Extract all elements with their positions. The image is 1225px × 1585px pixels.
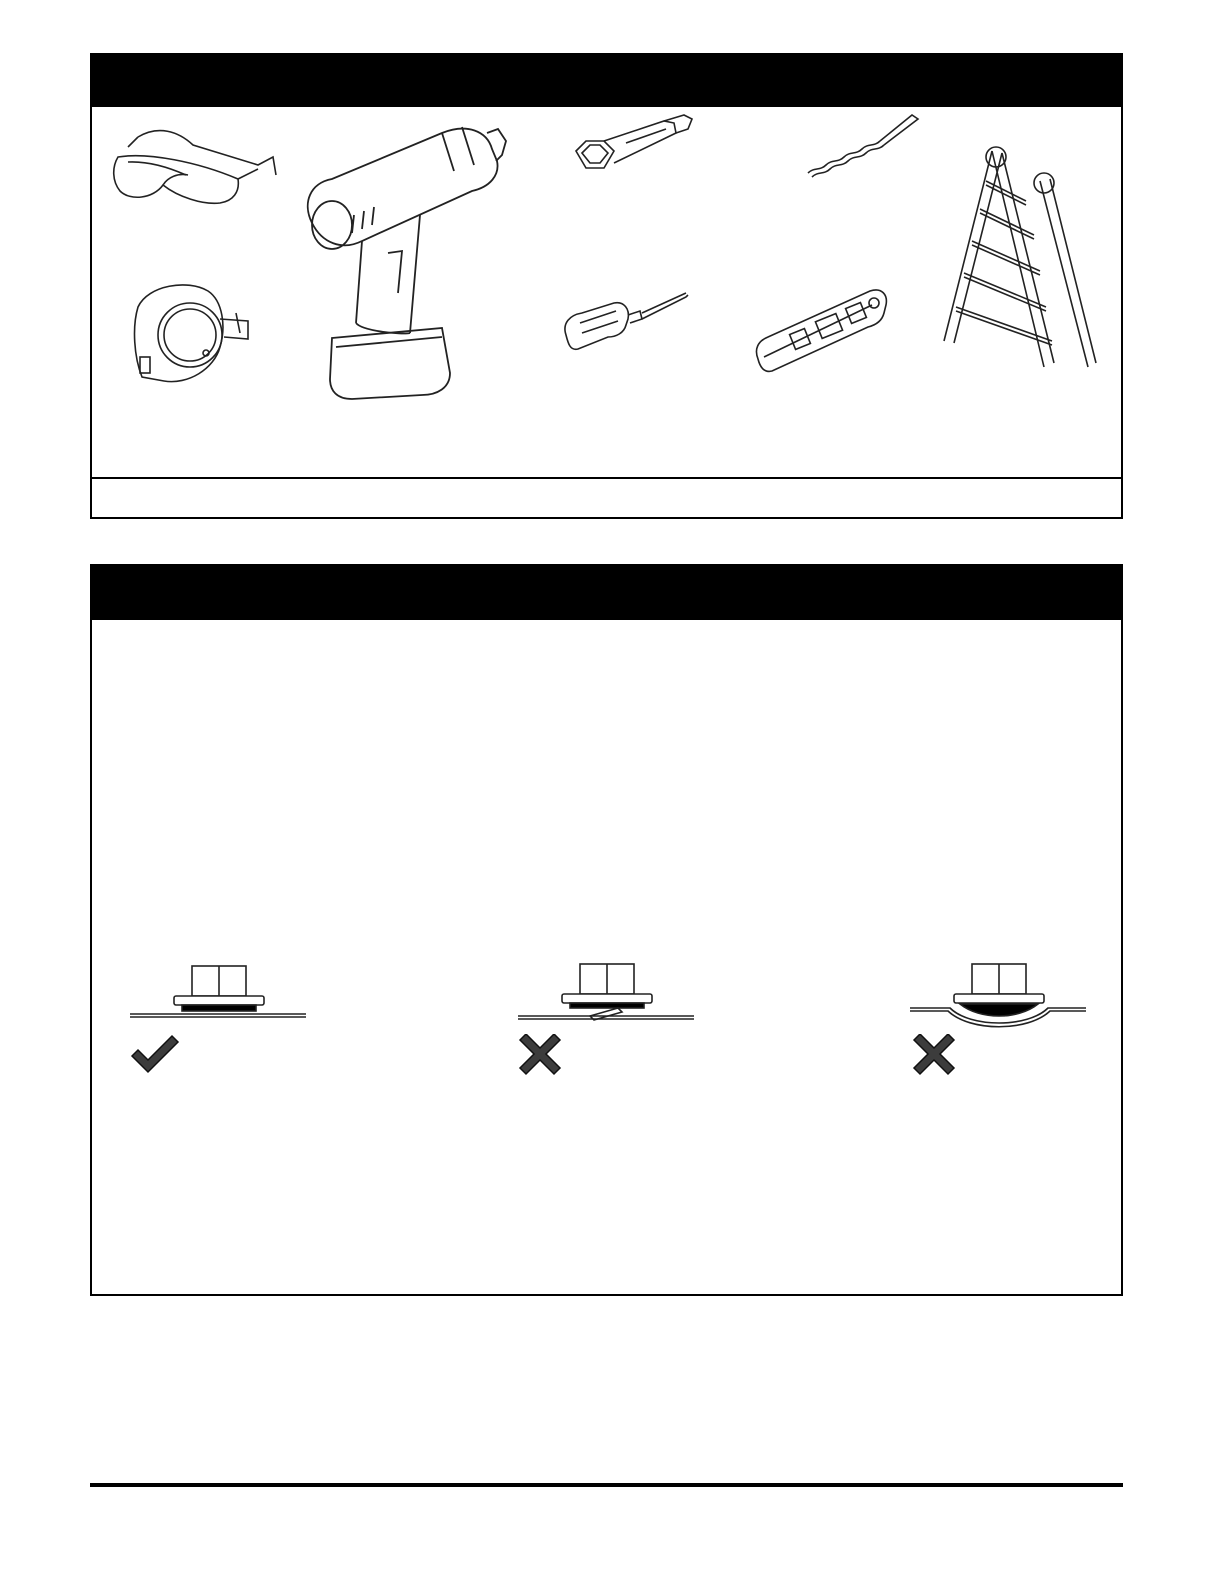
fastening-header (92, 566, 1121, 620)
screw-overtightened-icon (910, 958, 1090, 1028)
cross-icon (514, 1034, 566, 1078)
cross-icon (908, 1034, 960, 1078)
tape-measure-icon (128, 277, 258, 397)
spirit-level-icon (752, 279, 892, 379)
screw-correct-icon (130, 960, 310, 1030)
hex-socket-bit-icon (566, 113, 706, 188)
tools-divider (92, 477, 1121, 479)
safety-glasses-icon (108, 117, 278, 237)
tools-header (92, 55, 1121, 107)
checkmark-icon (128, 1032, 180, 1076)
screwdriver-icon (556, 273, 696, 363)
fastening-panel (90, 564, 1123, 1296)
screw-angled-icon (518, 960, 698, 1030)
tools-footer-note (104, 481, 1109, 515)
drill-bit-icon (802, 111, 922, 181)
step-ladder-icon (940, 131, 1100, 379)
tools-panel (90, 53, 1123, 519)
cordless-drill-icon (292, 113, 542, 403)
footer-rule (90, 1483, 1123, 1487)
